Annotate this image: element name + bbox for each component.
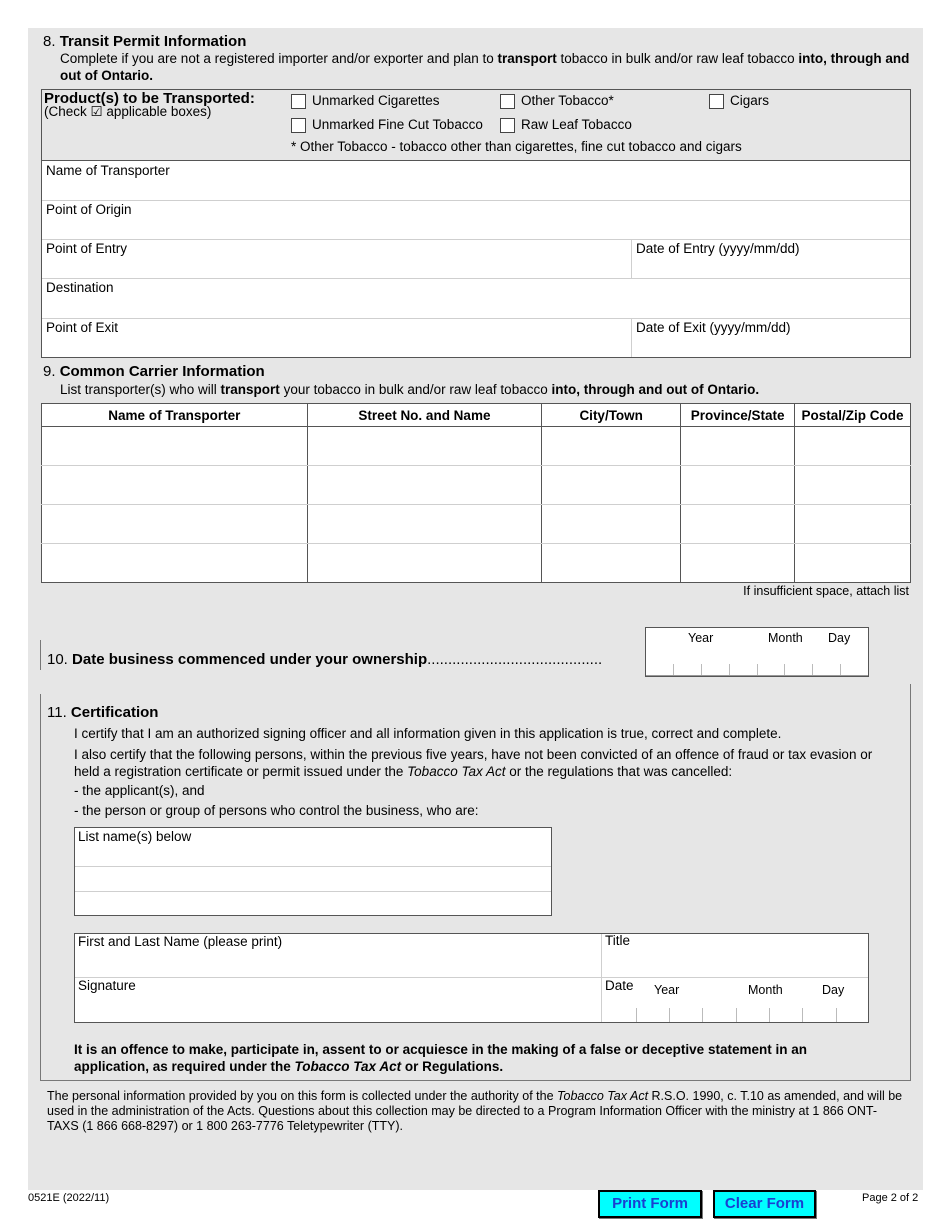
section-8-description: Complete if you are not a registered importer and/or exporter and plan to transport tobacco in bulk and/or raw leaf tobacco into, through and out of Ontario.: [60, 51, 910, 83]
page-number: Page 2 of 2: [862, 1192, 919, 1204]
table-cell[interactable]: [795, 505, 911, 544]
certification-para-2: I also certify that the following persons, within the previous five years, have not been convicted of an offence of fraud or tax evasion or held a registration certificate or permit issued under the Tobacco Tax Act or the regulations that was cancelled:: [74, 747, 873, 779]
table-cell[interactable]: [42, 427, 308, 466]
checkbox-unmarked-cigarettes[interactable]: Unmarked Cigarettes: [291, 93, 440, 109]
privacy-notice: The personal information provided by you on this form is collected under the authority of the Tobacco Tax Act R.S.O. 1990, c. T.10 as amended, and will be used in the administration of the Acts. Questions about this collection may be directed to a Program Information Officer with the ministry at 1 866 ONT-TAXS (1 866 668-8297) or 1 800 263-7776 Teletypewriter (TTY).: [47, 1089, 903, 1133]
clear-form-button[interactable]: Clear Form: [713, 1190, 816, 1218]
products-hint: (Check ☑ applicable boxes): [44, 104, 212, 119]
sign-year-label: Year: [654, 983, 680, 997]
offence-warning: It is an offence to make, participate in, assent to or acquiesce in the making of a false or deceptive statement in an application, as required under the Tobacco Tax Act or Regulations.: [74, 1042, 807, 1074]
table-cell[interactable]: [542, 466, 681, 505]
sign-day-label: Day: [822, 983, 845, 997]
checkbox-square-icon[interactable]: [291, 94, 306, 109]
section-9-heading: 9. Common Carrier Information: [43, 363, 265, 380]
table-cell[interactable]: [795, 427, 911, 466]
col-name-of-transporter: Name of Transporter: [42, 404, 308, 427]
year-label: Year: [688, 631, 714, 645]
checkbox-square-icon[interactable]: [500, 94, 515, 109]
first-last-name-field[interactable]: First and Last Name (please print): [78, 934, 283, 949]
destination-field[interactable]: Destination: [46, 280, 114, 295]
table-cell[interactable]: [542, 544, 681, 583]
point-of-entry-field[interactable]: Point of Entry: [46, 241, 128, 256]
signature-field[interactable]: Signature: [78, 978, 136, 993]
date-of-entry-field[interactable]: Date of Entry (yyyy/mm/dd): [636, 241, 800, 256]
col-city: City/Town: [542, 404, 681, 427]
day-label: Day: [828, 631, 851, 645]
table-cell[interactable]: [681, 427, 795, 466]
col-province: Province/State: [681, 404, 795, 427]
col-postal: Postal/Zip Code: [795, 404, 911, 427]
point-of-exit-field[interactable]: Point of Exit: [46, 320, 119, 335]
col-street: Street No. and Name: [307, 404, 542, 427]
table-cell[interactable]: [795, 466, 911, 505]
print-form-button[interactable]: Print Form: [598, 1190, 702, 1218]
month-label: Month: [768, 631, 803, 645]
certification-para-1: I certify that I am an authorized signing officer and all information given in this application is true, correct and complete.: [74, 726, 782, 741]
checkbox-other-tobacco[interactable]: Other Tobacco*: [500, 93, 614, 109]
bullet-controllers: - the person or group of persons who control the business, who are:: [74, 803, 479, 818]
title-field[interactable]: Title: [605, 933, 631, 948]
table-cell[interactable]: [795, 544, 911, 583]
checkbox-cigars[interactable]: Cigars: [709, 93, 769, 109]
table-cell[interactable]: [42, 505, 308, 544]
table-cell[interactable]: [542, 505, 681, 544]
checkbox-square-icon[interactable]: [709, 94, 724, 109]
section-9-description: List transporter(s) who will transport your tobacco in bulk and/or raw leaf tobacco into, through and out of Ontario.: [60, 382, 760, 397]
checkbox-square-icon[interactable]: [291, 118, 306, 133]
table-cell[interactable]: [542, 427, 681, 466]
checkbox-raw-leaf[interactable]: Raw Leaf Tobacco: [500, 117, 632, 133]
section-8-heading: 8. Transit Permit Information: [43, 33, 247, 50]
section-10-heading: 10. Date business commenced under your ownership..........................................: [47, 651, 603, 668]
insufficient-space-note: If insufficient space, attach list: [743, 584, 909, 598]
table-row: [42, 505, 911, 544]
carriers-header-row: [42, 404, 911, 427]
table-cell[interactable]: [681, 544, 795, 583]
checkbox-unmarked-fine-cut[interactable]: Unmarked Fine Cut Tobacco: [291, 117, 483, 133]
checkbox-square-icon[interactable]: [500, 118, 515, 133]
table-row: [42, 544, 911, 583]
carriers-table: [41, 403, 911, 583]
sign-month-label: Month: [748, 983, 783, 997]
section-11-heading: 11. Certification: [47, 704, 159, 721]
date-of-exit-field[interactable]: Date of Exit (yyyy/mm/dd): [636, 320, 791, 335]
point-of-origin-field[interactable]: Point of Origin: [46, 202, 132, 217]
products-title: Product(s) to be Transported:: [44, 90, 255, 107]
bullet-applicants: - the applicant(s), and: [74, 783, 205, 798]
list-names-label: List name(s) below: [78, 829, 192, 844]
other-tobacco-note: * Other Tobacco - tobacco other than cigarettes, fine cut tobacco and cigars: [291, 139, 742, 154]
table-cell[interactable]: [307, 466, 542, 505]
table-cell[interactable]: [681, 466, 795, 505]
table-row: [42, 427, 911, 466]
table-cell[interactable]: [42, 466, 308, 505]
table-cell[interactable]: [307, 505, 542, 544]
table-cell[interactable]: [42, 544, 308, 583]
table-cell[interactable]: [681, 505, 795, 544]
date-field-label[interactable]: Date: [605, 978, 634, 993]
name-of-transporter-field[interactable]: Name of Transporter: [46, 163, 170, 178]
form-number: 0521E (2022/11): [28, 1192, 110, 1204]
table-row: [42, 466, 911, 505]
table-cell[interactable]: [307, 427, 542, 466]
table-cell[interactable]: [307, 544, 542, 583]
